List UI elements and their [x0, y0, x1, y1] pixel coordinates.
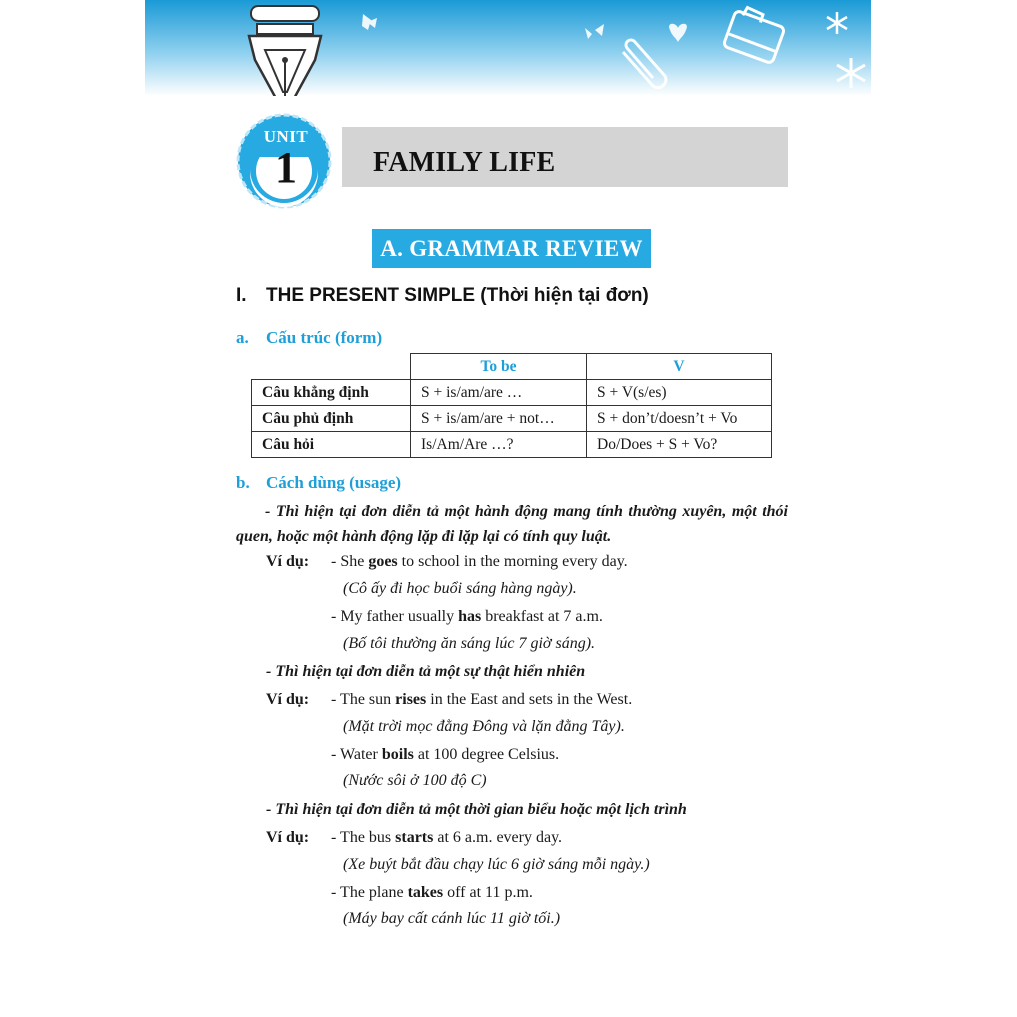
usage-intro [236, 499, 788, 549]
table-cell: S + is/am/are + not… [411, 406, 587, 432]
example-sentence: - The sun rises in the East and sets in the West. [331, 691, 633, 708]
structure-table [251, 353, 772, 458]
table-cell: Do/Does + S + Vo? [587, 432, 772, 458]
topic-heading [236, 284, 649, 308]
usage-intro-text: - Thì hiện tại đơn diễn tả một hành động mang tính thường xuyên, một thói quen, hoặc một hành động lặp đi lặp lại có tính quy luật. [236, 503, 788, 545]
example-sentence: - The bus starts at 6 a.m. every day. [331, 829, 563, 846]
example-label: Ví dụ: [266, 553, 310, 570]
table-cell: Is/Am/Are …? [411, 432, 587, 458]
example-translation: (Nước sôi ở 100 độ C) [343, 772, 487, 789]
example-sentence: - The plane takes off at 11 p.m. [331, 884, 533, 901]
form-heading-number: a. [236, 328, 249, 347]
table-cell: Câu phủ định [252, 406, 411, 432]
table-row [252, 432, 772, 458]
verb-highlight: takes [407, 884, 444, 901]
table-cell: S + is/am/are … [411, 380, 587, 406]
section-heading: A. GRAMMAR REVIEW [380, 236, 643, 261]
usage-subheading: - Thì hiện tại đơn diễn tả một sự thật hiển nhiên [266, 663, 586, 680]
table-cell: Câu khẳng định [252, 380, 411, 406]
usage-heading-number: b. [236, 473, 250, 492]
usage-subheading: - Thì hiện tại đơn diễn tả một thời gian biểu hoặc một lịch trình [266, 801, 687, 818]
table-cell: S + don’t/doesn’t + Vo [587, 406, 772, 432]
unit-label: UNIT [263, 127, 309, 146]
unit-number: 1 [275, 143, 297, 192]
example-translation: (Máy bay cất cánh lúc 11 giờ tối.) [343, 910, 561, 927]
table-header-cell [252, 354, 411, 380]
example-sentence: - My father usually has breakfast at 7 a.m. [331, 608, 603, 625]
table-header-cell: To be [411, 354, 587, 380]
example-translation: (Cô ấy đi học buổi sáng hàng ngày). [343, 580, 577, 597]
form-heading-label: Cấu trúc (form) [266, 328, 383, 347]
topic-title: THE PRESENT SIMPLE (Thời hiện tại đơn) [266, 285, 649, 306]
verb-highlight: has [458, 608, 482, 625]
verb-highlight: rises [395, 691, 427, 708]
table-row [252, 406, 772, 432]
example-label: Ví dụ: [266, 829, 310, 846]
table-cell: Câu hỏi [252, 432, 411, 458]
verb-highlight: starts [395, 829, 434, 846]
usage-heading-label: Cách dùng (usage) [266, 473, 402, 492]
example-sentence: - She goes to school in the morning every day. [331, 553, 628, 570]
table-cell: S + V(s/es) [587, 380, 772, 406]
example-translation: (Mặt trời mọc đằng Đông và lặn đằng Tây). [343, 718, 625, 735]
verb-highlight: boils [381, 746, 414, 763]
example-label: Ví dụ: [266, 691, 310, 708]
example-sentence: - Water boils at 100 degree Celsius. [331, 746, 560, 763]
form-heading [236, 327, 382, 349]
header-banner [145, 0, 871, 96]
table-header-cell: V [587, 354, 772, 380]
verb-highlight: goes [368, 553, 398, 570]
topic-number: I. [236, 285, 247, 306]
usage-heading [236, 472, 401, 494]
table-row [252, 380, 772, 406]
table-header-row [252, 354, 772, 380]
example-translation: (Xe buýt bắt đầu chạy lúc 6 giờ sáng mỗi ngày.) [343, 856, 650, 873]
example-translation: (Bố tôi thường ăn sáng lúc 7 giờ sáng). [343, 635, 596, 652]
page-title: FAMILY LIFE [373, 147, 556, 178]
